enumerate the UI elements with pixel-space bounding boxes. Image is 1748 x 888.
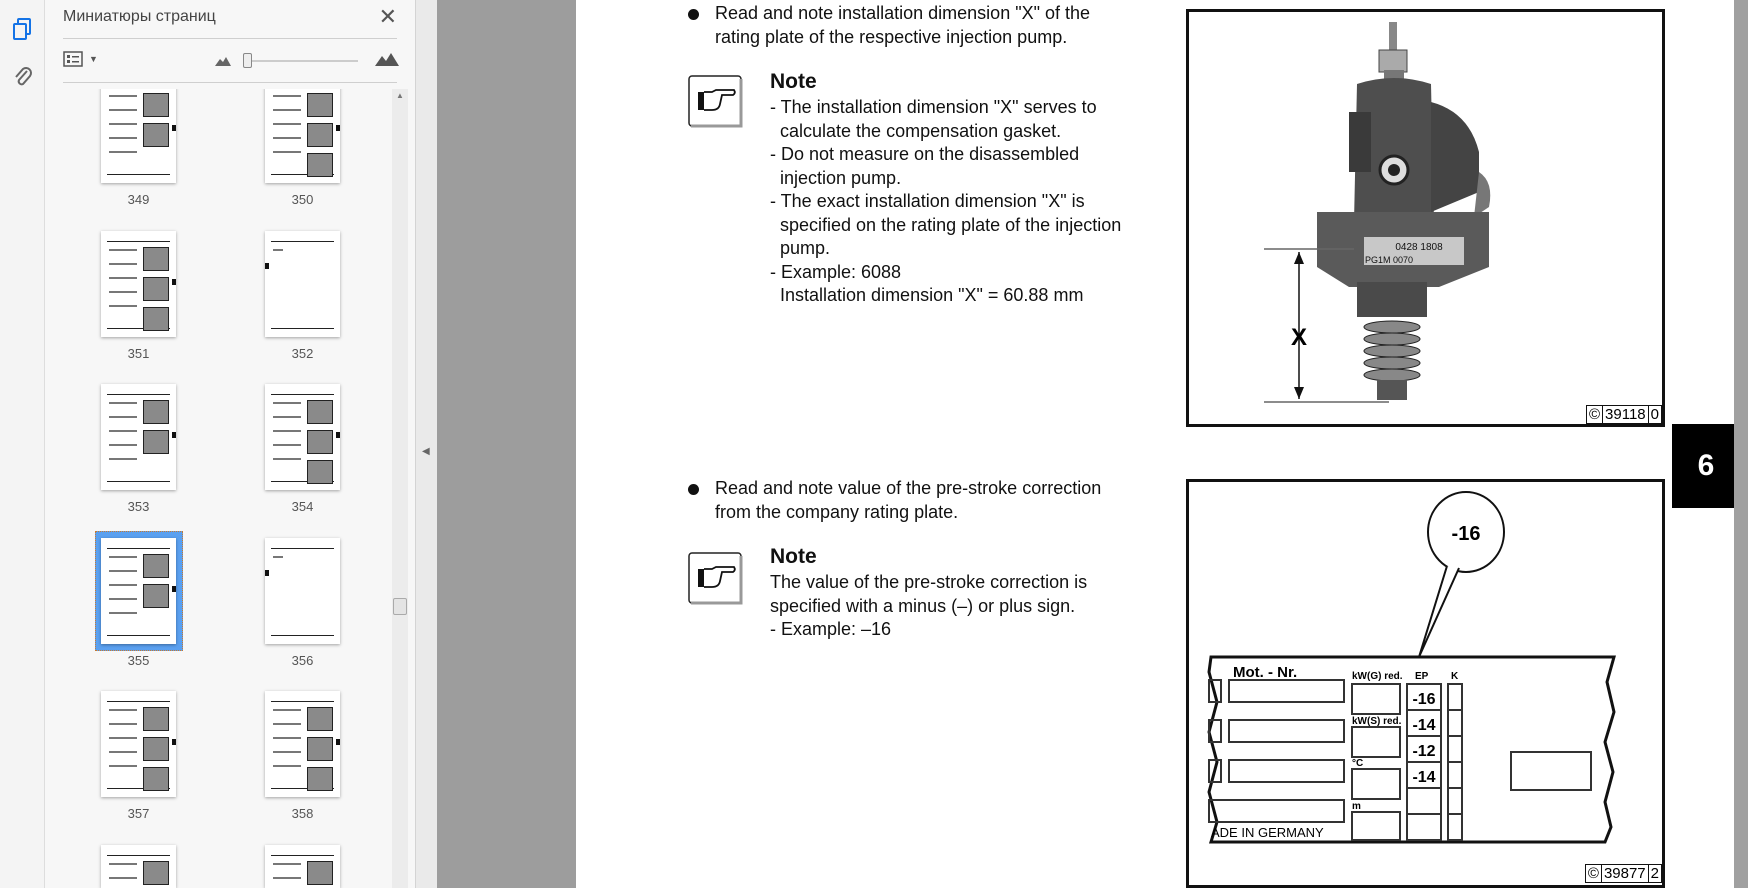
thumb-text xyxy=(109,598,137,600)
mot-nr-label: Mot. - Nr. xyxy=(1233,664,1298,681)
thumb-image xyxy=(307,460,333,484)
thumb-text xyxy=(273,402,301,404)
thumb-footer xyxy=(107,635,170,636)
thumb-text xyxy=(273,137,301,139)
note-line: Installation dimension "X" = 60.88 mm xyxy=(770,285,1084,305)
thumb-image xyxy=(143,584,169,608)
scroll-up-icon[interactable]: ▲ xyxy=(396,91,404,100)
thumb-image xyxy=(307,123,333,147)
thumb-section-tab xyxy=(172,586,176,592)
thumb-text xyxy=(109,430,137,432)
thumb-text xyxy=(109,458,137,460)
instruction-text: Read and note installation dimension "X" of the xyxy=(715,3,1091,23)
thumb-image xyxy=(143,400,169,424)
thumb-image xyxy=(307,93,333,117)
thumb-text xyxy=(109,556,137,558)
page-number-label: 351 xyxy=(127,346,150,361)
page-thumbnail[interactable] xyxy=(101,231,176,337)
temperature-label: °C xyxy=(1352,758,1364,769)
thumb-text xyxy=(109,444,137,446)
bullet xyxy=(688,9,699,20)
plate-text: 0428 1808 xyxy=(1395,242,1443,253)
k-label: K xyxy=(1451,671,1459,682)
caption-revision: 0 xyxy=(1648,406,1659,423)
ep-value: -12 xyxy=(1412,743,1436,760)
pointing-hand-note-icon xyxy=(686,551,743,607)
thumb-section-tab xyxy=(172,125,176,131)
thumb-text xyxy=(273,249,283,251)
thumb-image xyxy=(143,93,169,117)
thumb-image xyxy=(307,861,333,885)
caption-revision: 2 xyxy=(1648,865,1659,882)
thumb-image xyxy=(143,123,169,147)
thumb-header xyxy=(107,701,170,702)
thumb-image xyxy=(307,153,333,177)
thumb-text xyxy=(273,123,301,125)
ep-value: -16 xyxy=(1412,691,1436,708)
thumb-section-tab xyxy=(172,739,176,745)
page-number-label: 357 xyxy=(127,806,150,821)
thumb-image xyxy=(143,277,169,301)
thumb-text xyxy=(109,416,137,418)
m-label: m xyxy=(1352,801,1361,812)
thumb-header xyxy=(271,241,334,242)
thumb-text xyxy=(273,151,301,153)
note-line: pump. xyxy=(770,238,831,258)
thumb-footer xyxy=(107,481,170,482)
caption-number: 39118 xyxy=(1602,406,1646,423)
page-number-label: 350 xyxy=(291,192,314,207)
thumb-text xyxy=(109,263,137,265)
instruction-text: from the company rating plate. xyxy=(715,502,959,522)
note-line: The value of the pre-stroke correction is xyxy=(770,572,1088,592)
page-thumbnails-panel xyxy=(45,0,415,888)
section-tab: 6 xyxy=(1672,424,1740,508)
note-line: - The exact installation dimension "X" is xyxy=(770,191,1085,211)
thumb-text xyxy=(109,95,137,97)
thumb-text xyxy=(273,709,301,711)
thumb-section-tab xyxy=(265,263,269,269)
kws-label: kW(S) red. xyxy=(1352,716,1402,727)
large-thumbnail-icon[interactable] xyxy=(375,52,399,66)
note-line: specified on the rating plate of the injection xyxy=(770,214,1122,235)
scrollbar-thumb[interactable] xyxy=(393,598,407,615)
thumb-section-tab xyxy=(172,279,176,285)
ep-value: -14 xyxy=(1412,717,1436,734)
page-thumbnail[interactable] xyxy=(101,89,176,183)
thumb-image xyxy=(307,737,333,761)
page-thumbnail[interactable] xyxy=(101,691,176,797)
page-number-label: 355 xyxy=(127,653,150,668)
attachment-icon[interactable] xyxy=(8,62,38,92)
thumb-text xyxy=(273,95,301,97)
thumb-text xyxy=(109,151,137,153)
thumb-text xyxy=(109,277,137,279)
page-thumbnail[interactable] xyxy=(101,845,176,888)
thumb-text xyxy=(109,863,137,865)
page-thumbnail[interactable] xyxy=(265,384,340,490)
panel-title: Миниатюры страниц xyxy=(63,8,216,25)
thumb-text xyxy=(109,570,137,572)
note-line: injection pump. xyxy=(770,167,902,188)
thumb-text xyxy=(273,109,301,111)
thumb-footer xyxy=(271,328,334,329)
thumb-text xyxy=(273,751,301,753)
rating-plate-illustration xyxy=(1189,482,1662,885)
thumb-image xyxy=(143,307,169,331)
document-scrollbar[interactable] xyxy=(1734,0,1748,888)
page-number-label: 354 xyxy=(291,499,314,514)
thumb-text xyxy=(273,765,301,767)
figure-caption xyxy=(1586,405,1662,424)
panel-splitter[interactable] xyxy=(415,0,437,888)
thumb-header xyxy=(271,701,334,702)
thumb-text xyxy=(273,877,301,879)
rating-plate-figure xyxy=(1186,479,1665,888)
thumb-image xyxy=(143,554,169,578)
thumb-image xyxy=(143,737,169,761)
page-number-label: 349 xyxy=(127,192,150,207)
thumb-text xyxy=(273,723,301,725)
page-number-label: 352 xyxy=(291,346,314,361)
thumb-text xyxy=(109,291,137,293)
chevron-down-icon: ▼ xyxy=(89,54,98,64)
thumb-footer xyxy=(107,174,170,175)
thumb-image xyxy=(307,707,333,731)
made-in-label: ADE IN GERMANY xyxy=(1211,825,1324,840)
page-number-label: 356 xyxy=(291,653,314,668)
copyright-symbol: © xyxy=(1587,865,1599,882)
plate-text: PG1M 0070 xyxy=(1364,255,1414,265)
thumb-section-tab xyxy=(265,570,269,576)
instruction-text: rating plate of the respective injection pump. xyxy=(715,27,1068,47)
thumb-text xyxy=(273,556,283,558)
thumb-text xyxy=(109,305,137,307)
thumb-header xyxy=(107,548,170,549)
thumb-text xyxy=(109,249,137,251)
page-thumbnails-icon[interactable] xyxy=(8,14,38,44)
thumb-text xyxy=(109,584,137,586)
thumb-text xyxy=(109,737,137,739)
pointing-hand-note-icon xyxy=(686,74,743,130)
note-line: - Example: 6088 xyxy=(770,261,902,282)
note-line: - Example: –16 xyxy=(770,619,892,639)
kwg-label: kW(G) red. xyxy=(1352,671,1403,682)
thumb-header xyxy=(107,394,170,395)
divider xyxy=(63,82,397,83)
thumb-header xyxy=(107,855,170,856)
thumbnail-options-button[interactable] xyxy=(63,51,98,67)
injection-pump-figure xyxy=(1186,9,1665,427)
page-thumbnail[interactable] xyxy=(265,691,340,797)
instruction-text: Read and note value of the pre-stroke correction xyxy=(715,478,1102,498)
close-icon[interactable]: ✕ xyxy=(378,4,397,29)
page-number-label: 358 xyxy=(291,806,314,821)
side-rail xyxy=(0,0,45,888)
thumb-text xyxy=(109,612,137,614)
page-thumbnail[interactable] xyxy=(265,89,340,183)
note-line: - Do not measure on the disassembled xyxy=(770,144,1080,164)
page-thumbnail[interactable] xyxy=(265,845,340,888)
page-thumbnail[interactable] xyxy=(265,538,340,644)
thumbnail-scrollbar[interactable] xyxy=(392,89,408,888)
thumb-footer xyxy=(271,635,334,636)
list-options-icon xyxy=(63,51,83,67)
note-line: calculate the compensation gasket. xyxy=(770,120,1062,141)
thumb-header xyxy=(271,394,334,395)
divider xyxy=(63,38,397,39)
note-heading: Note xyxy=(770,70,817,93)
thumb-image xyxy=(307,767,333,791)
thumb-text xyxy=(273,863,301,865)
thumb-header xyxy=(271,548,334,549)
note-line: specified with a minus (–) or plus sign. xyxy=(770,595,1076,616)
page-thumbnail[interactable] xyxy=(101,384,176,490)
thumb-image xyxy=(143,247,169,271)
thumb-section-tab xyxy=(172,432,176,438)
thumb-text xyxy=(109,109,137,111)
thumb-text xyxy=(273,737,301,739)
thumb-text xyxy=(109,137,137,139)
note-heading: Note xyxy=(770,545,817,568)
thumb-text xyxy=(273,416,301,418)
page-number-label: 353 xyxy=(127,499,150,514)
thumb-text xyxy=(273,430,301,432)
thumb-image xyxy=(143,767,169,791)
thumb-header xyxy=(271,855,334,856)
thumb-section-tab xyxy=(336,432,340,438)
callout-value: -16 xyxy=(1451,523,1481,545)
note-line: - The installation dimension "X" serves to xyxy=(770,97,1097,117)
thumbnail-size-slider[interactable] xyxy=(243,60,358,62)
bullet xyxy=(688,484,699,495)
slider-handle[interactable] xyxy=(243,53,252,68)
thumb-text xyxy=(109,402,137,404)
thumb-text xyxy=(109,877,137,879)
thumbnail-list xyxy=(45,89,392,888)
thumb-text xyxy=(109,751,137,753)
thumb-section-tab xyxy=(336,125,340,131)
collapse-panel-icon[interactable]: ◀ xyxy=(422,446,430,457)
small-thumbnail-icon[interactable] xyxy=(215,56,231,66)
dimension-label: X xyxy=(1290,324,1308,351)
page-thumbnail[interactable] xyxy=(101,538,176,644)
thumb-text xyxy=(109,723,137,725)
thumb-image xyxy=(143,430,169,454)
ep-value: -14 xyxy=(1412,769,1436,786)
caption-number: 39877 xyxy=(1601,865,1646,882)
thumb-text xyxy=(273,458,301,460)
ep-label: EP xyxy=(1415,671,1429,682)
figure-caption xyxy=(1585,864,1662,883)
thumb-text xyxy=(109,123,137,125)
thumb-text xyxy=(109,765,137,767)
thumb-image xyxy=(143,707,169,731)
document-background xyxy=(437,0,576,888)
thumb-image xyxy=(307,400,333,424)
copyright-symbol: © xyxy=(1588,406,1601,423)
thumb-text xyxy=(273,444,301,446)
injection-pump-illustration xyxy=(1189,12,1662,424)
thumb-image xyxy=(143,861,169,885)
thumb-text xyxy=(109,709,137,711)
thumb-section-tab xyxy=(336,739,340,745)
page-thumbnail[interactable] xyxy=(265,231,340,337)
thumb-image xyxy=(307,430,333,454)
thumb-header xyxy=(107,241,170,242)
